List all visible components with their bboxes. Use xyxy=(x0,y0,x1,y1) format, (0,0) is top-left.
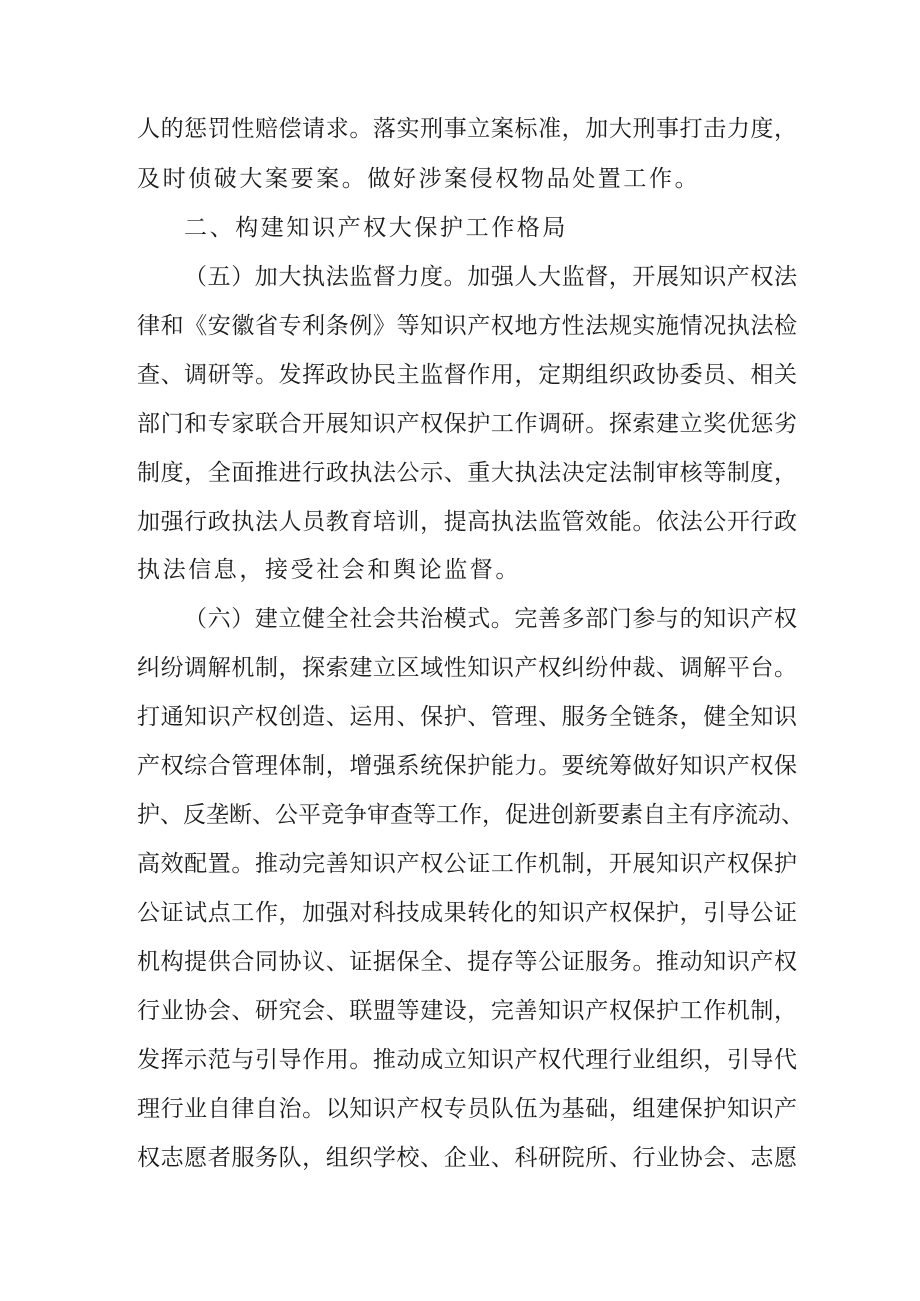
body-text-line: 护、反垄断、公平竞争审查等工作，促进创新要素自主有序流动、 xyxy=(137,802,804,828)
body-text-line: 高效配置。推动完善知识产权公证工作机制，开展知识产权保护 xyxy=(137,851,797,877)
body-text-line: 公证试点工作，加强对科技成果转化的知识产权保护，引导公证 xyxy=(137,900,797,926)
section-heading: 二、构建知识产权大保护工作格局 xyxy=(184,215,568,241)
body-text-line: 权志愿者服务队，组织学校、企业、科研院所、行业协会、志愿 xyxy=(137,1145,797,1171)
body-text-line: 打通知识产权创造、运用、保护、管理、服务全链条，健全知识 xyxy=(137,704,797,730)
body-text-line: 制度，全面推进行政执法公示、重大执法决定法制审核等制度， xyxy=(137,460,797,486)
body-text-line: 机构提供合同协议、证据保全、提存等公证服务。推动知识产权 xyxy=(137,949,797,975)
body-text-line: 执法信息，接受社会和舆论监督。 xyxy=(137,557,521,583)
body-text-line: 律和《安徽省专利条例》等知识产权地方性法规实施情况执法检 xyxy=(137,313,797,339)
body-text-line: 及时侦破大案要案。做好涉案侵权物品处置工作。 xyxy=(137,166,701,192)
body-text-line: 理行业自律自治。以知识产权专员队伍为基础，组建保护知识产 xyxy=(137,1096,797,1122)
paragraph-heading-line: （六）建立健全社会共治模式。完善多部门参与的知识产权 xyxy=(184,606,797,632)
body-text-line: 查、调研等。发挥政协民主监督作用，定期组织政协委员、相关 xyxy=(137,362,797,388)
body-text-line: 产权综合管理体制，增强系统保护能力。要统筹做好知识产权保 xyxy=(137,753,797,779)
body-text-line: 行业协会、研究会、联盟等建设，完善知识产权保护工作机制， xyxy=(137,998,797,1024)
body-text-line: 加强行政执法人员教育培训，提高执法监管效能。依法公开行政 xyxy=(137,509,797,535)
paragraph-heading-line: （五）加大执法监督力度。加强人大监督，开展知识产权法 xyxy=(184,264,797,290)
body-text-line: 人的惩罚性赔偿请求。落实刑事立案标准，加大刑事打击力度， xyxy=(137,116,797,142)
body-text-line: 发挥示范与引导作用。推动成立知识产权代理行业组织，引导代 xyxy=(137,1047,797,1073)
body-text-line: 部门和专家联合开展知识产权保护工作调研。探索建立奖优惩劣 xyxy=(137,411,797,437)
body-text-line: 纠纷调解机制，探索建立区域性知识产权纠纷仲裁、调解平台。 xyxy=(137,655,797,681)
